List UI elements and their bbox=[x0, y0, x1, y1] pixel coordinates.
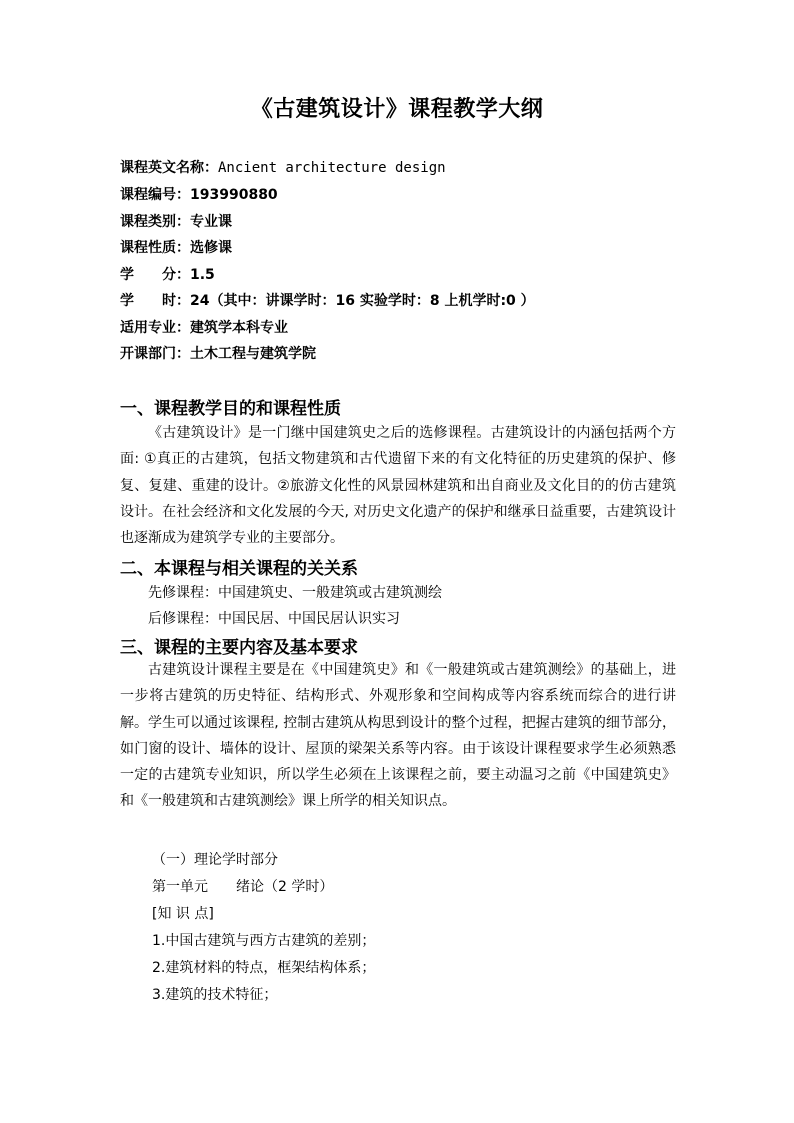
course-nature-row: 课程性质：选修课 bbox=[120, 240, 232, 256]
knowledge-point-item: 1.中国古建筑与西方古建筑的差别； bbox=[152, 933, 376, 949]
section1-paragraph: 《古建筑设计》是一门继中国建筑史之后的选修课程。古建筑设计的内涵包括两个方面: ①真正的古建筑，包括文物建筑和古代遗留下来的有文化特征的历史建筑的保护、修复、复建、重建的设计。②旅游文化性的风景园林建筑和出自商业及文化目的的仿古建筑设计。在社会经济和文化发展的今天, 对历史文化遗产的保护和继承日益重要，古建筑设计也逐渐成为建筑学专业的主要部分。 bbox=[120, 425, 676, 547]
hours-row: 学 时：24（其中：讲课学时：16 实验学时：8 上机学时:0 ） bbox=[120, 293, 535, 309]
english-name-value: Ancient architecture design bbox=[218, 160, 446, 176]
followup-courses: 后修课程：中国民居、中国民居认识实习 bbox=[148, 611, 400, 627]
department-row: 开课部门：土木工程与建筑学院 bbox=[120, 346, 316, 362]
unit-one-title: 第一单元 绪论（2 学时） bbox=[152, 879, 334, 895]
knowledge-point-item: 3.建筑的技术特征； bbox=[152, 987, 278, 1003]
prerequisite-courses: 先修课程：中国建筑史、一般建筑或古建筑测绘 bbox=[148, 585, 442, 601]
knowledge-points-label: [知 识 点] bbox=[152, 906, 214, 922]
credits-row: 学 分：1.5 bbox=[120, 267, 215, 283]
section3-paragraph: 古建筑设计课程主要是在《中国建筑史》和《一般建筑或古建筑测绘》的基础上，进一步将古建筑的历史特征、结构形式、外观形象和空间构成等内容系统而综合的进行讲解。学生可以通过该课程, 控制古建筑从构思到设计的整个过程，把握古建筑的细节部分，如门窗的设计、墙体的设计、屋顶的梁架关系等内容。由于该设计课程要求学生必须熟悉一定的古建筑专业知识，所以学生必须在上该课程之前，要主动温习之前《中国建筑史》和《一般建筑和古建筑测绘》课上所学的相关知识点。 bbox=[120, 662, 676, 810]
section2-heading: 二、本课程与相关课程的关关系 bbox=[120, 559, 358, 579]
knowledge-point-item: 2.建筑材料的特点，框架结构体系； bbox=[152, 960, 376, 976]
applicable-major-row: 适用专业：建筑学本科专业 bbox=[120, 320, 288, 336]
page-title: 《古建筑设计》课程教学大纲 bbox=[250, 97, 544, 122]
course-category-row: 课程类别：专业课 bbox=[120, 214, 232, 230]
theory-hours-subheading: （一）理论学时部分 bbox=[152, 852, 278, 868]
english-name-row bbox=[120, 157, 446, 177]
course-code-row: 课程编号：193990880 bbox=[120, 187, 278, 203]
section1-heading: 一、课程教学目的和课程性质 bbox=[120, 399, 341, 419]
section3-heading: 三、课程的主要内容及基本要求 bbox=[120, 638, 358, 658]
english-name-label: 课程英文名称： bbox=[120, 160, 218, 176]
